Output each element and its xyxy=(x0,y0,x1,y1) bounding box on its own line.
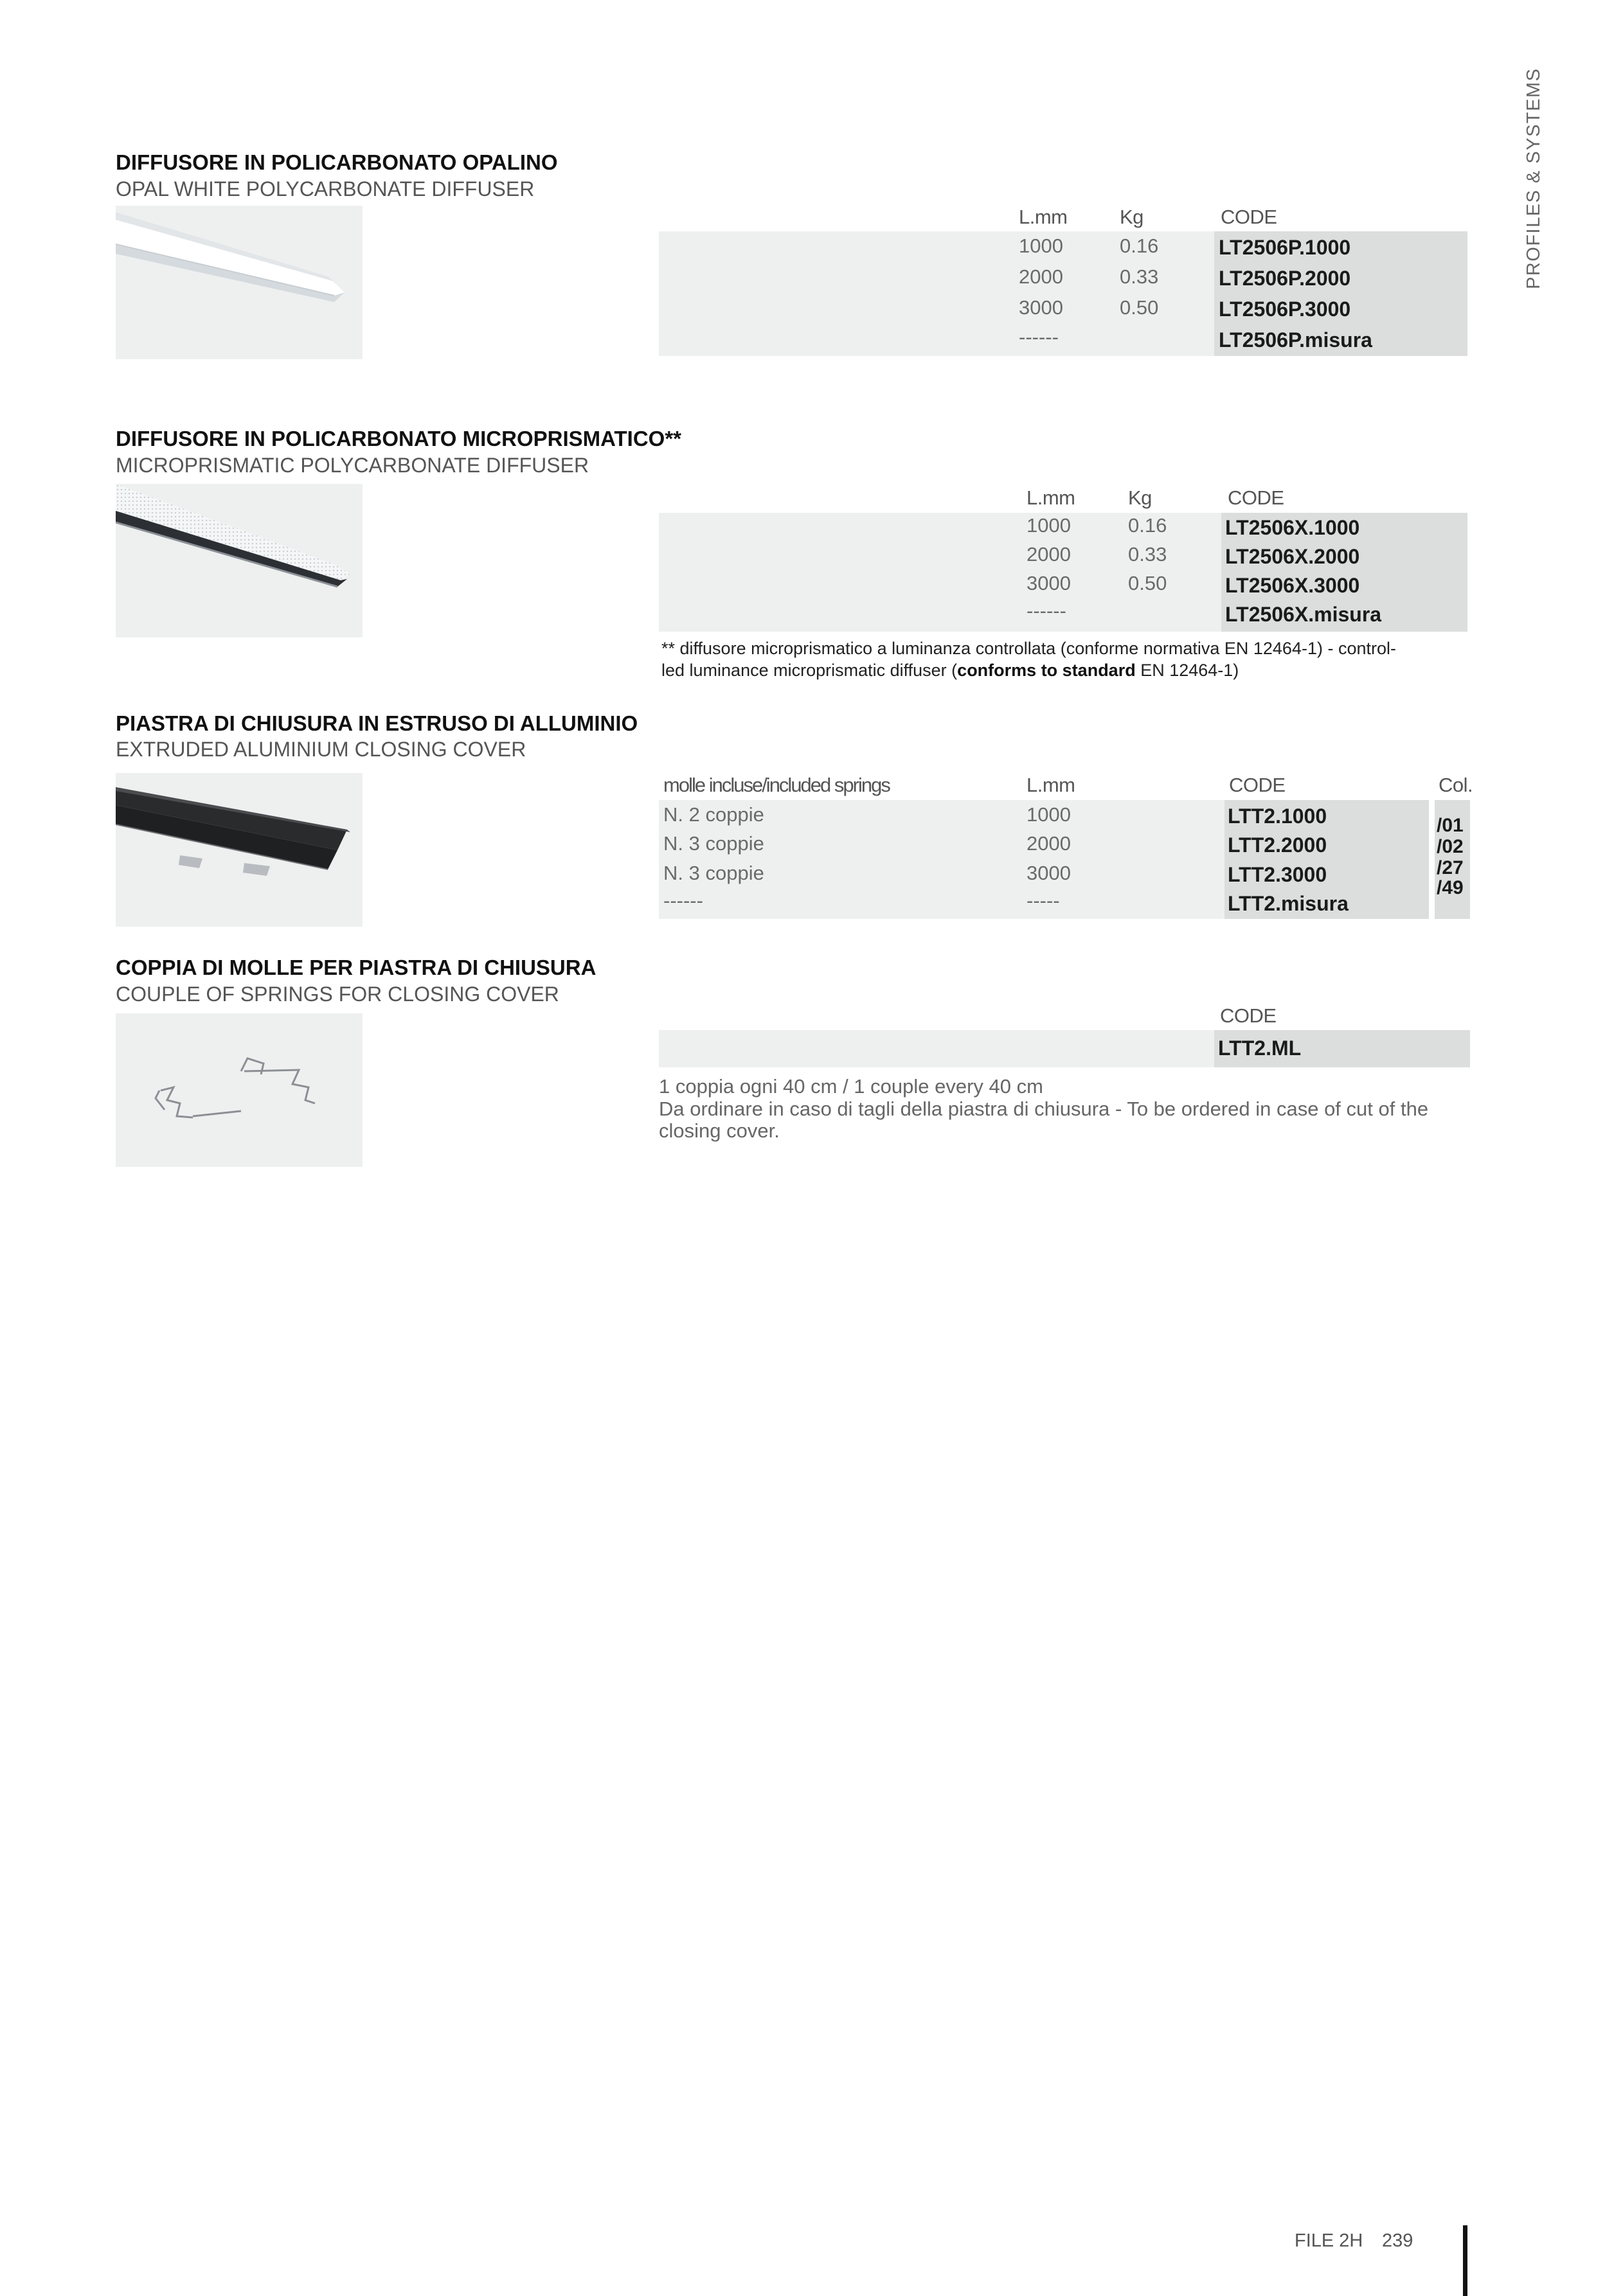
section-subtitle: OPAL WHITE POLYCARBONATE DIFFUSER xyxy=(116,177,535,200)
page-number: 239 xyxy=(1382,2230,1413,2251)
product-code: LT2506P.1000 xyxy=(1219,236,1351,259)
cell-length: ------ xyxy=(1027,600,1066,622)
product-photo-closing-cover xyxy=(116,773,363,927)
cell-weight: 0.33 xyxy=(1128,543,1167,565)
product-code: LT2506X.1000 xyxy=(1225,516,1360,539)
cell-weight: 0.50 xyxy=(1128,572,1167,594)
header-code: CODE xyxy=(1220,1004,1277,1027)
cell-weight: 0.16 xyxy=(1120,235,1159,257)
section-title: DIFFUSORE IN POLICARBONATO OPALINO xyxy=(116,150,558,174)
header-color: Col. xyxy=(1439,774,1473,796)
product-code: LT2506P.misura xyxy=(1219,328,1372,352)
side-section-label: PROFILES & SYSTEMS xyxy=(1523,67,1544,289)
header-springs: molle incluse/included springs xyxy=(663,774,890,796)
description-line-3: closing cover. xyxy=(659,1119,780,1142)
cell-length: 2000 xyxy=(1019,265,1063,288)
cell-weight: 0.16 xyxy=(1128,514,1167,537)
cell-length: 1000 xyxy=(1027,803,1071,826)
description-line-1: 1 coppia ogni 40 cm / 1 couple every 40 cm xyxy=(659,1075,1043,1098)
product-code: LT2506X.3000 xyxy=(1225,574,1360,597)
cell-length: 1000 xyxy=(1027,514,1071,537)
product-code: LTT2.ML xyxy=(1218,1037,1302,1060)
table-band xyxy=(659,1030,1214,1067)
product-code: LTT2.2000 xyxy=(1228,833,1327,857)
section-title: DIFFUSORE IN POLICARBONATO MICROPRISMATICO** xyxy=(116,427,682,450)
product-photo-microprismatic-diffuser xyxy=(116,484,363,637)
cell-length: ----- xyxy=(1027,889,1060,912)
color-option: /27 xyxy=(1437,857,1464,878)
cell-springs: N. 3 coppie xyxy=(663,862,764,884)
cell-springs: N. 3 coppie xyxy=(663,832,764,855)
cell-springs: N. 2 coppie xyxy=(663,803,764,826)
cell-weight: 0.33 xyxy=(1120,265,1159,288)
footer-divider xyxy=(1463,2225,1467,2296)
product-photo-opal-diffuser xyxy=(116,206,363,359)
color-option: /49 xyxy=(1437,877,1464,898)
cell-length: 3000 xyxy=(1019,296,1063,319)
section-title: PIASTRA DI CHIUSURA IN ESTRUSO DI ALLUMINIO xyxy=(116,711,638,735)
section-subtitle: EXTRUDED ALUMINIUM CLOSING COVER xyxy=(116,738,526,761)
header-code: CODE xyxy=(1221,206,1277,228)
product-code: LTT2.misura xyxy=(1228,892,1349,915)
section-subtitle: COUPLE OF SPRINGS FOR CLOSING COVER xyxy=(116,983,559,1006)
header-length: L.mm xyxy=(1027,486,1075,509)
header-code: CODE xyxy=(1228,486,1284,509)
cell-length: 1000 xyxy=(1019,235,1063,257)
product-code: LTT2.1000 xyxy=(1228,805,1327,828)
cell-length: 2000 xyxy=(1027,543,1071,565)
cell-length: 2000 xyxy=(1027,832,1071,855)
section-title: COPPIA DI MOLLE PER PIASTRA DI CHIUSURA xyxy=(116,956,596,979)
description-line-2: Da ordinare in caso di tagli della piastra di chiusura - To be ordered in case of cut of the xyxy=(659,1098,1429,1120)
header-length: L.mm xyxy=(1019,206,1068,228)
cell-springs: ------ xyxy=(663,889,703,912)
file-label: FILE 2H xyxy=(1295,2230,1363,2251)
color-option: /01 xyxy=(1437,815,1464,836)
header-weight: Kg xyxy=(1128,486,1152,509)
footnote-line-1: ** diffusore microprismatico a luminanza controllata (conforme normativa EN 12464-1) - control- xyxy=(661,639,1396,658)
cell-length: 3000 xyxy=(1027,572,1071,594)
product-code: LT2506P.3000 xyxy=(1219,298,1351,321)
header-length: L.mm xyxy=(1027,774,1075,796)
product-code: LT2506X.2000 xyxy=(1225,545,1360,568)
header-code: CODE xyxy=(1229,774,1286,796)
product-photo-springs xyxy=(116,1013,363,1167)
product-code: LT2506X.misura xyxy=(1225,603,1382,626)
cell-length: 3000 xyxy=(1027,862,1071,884)
cell-length: ------ xyxy=(1019,326,1059,348)
section-subtitle: MICROPRISMATIC POLYCARBONATE DIFFUSER xyxy=(116,454,589,477)
product-code: LT2506P.2000 xyxy=(1219,267,1351,290)
product-code: LTT2.3000 xyxy=(1228,863,1327,886)
color-option: /02 xyxy=(1437,836,1464,857)
header-weight: Kg xyxy=(1120,206,1143,228)
cell-weight: 0.50 xyxy=(1120,296,1159,319)
footnote-line-2: led luminance microprismatic diffuser (conforms to standard EN 12464-1) xyxy=(661,661,1239,680)
